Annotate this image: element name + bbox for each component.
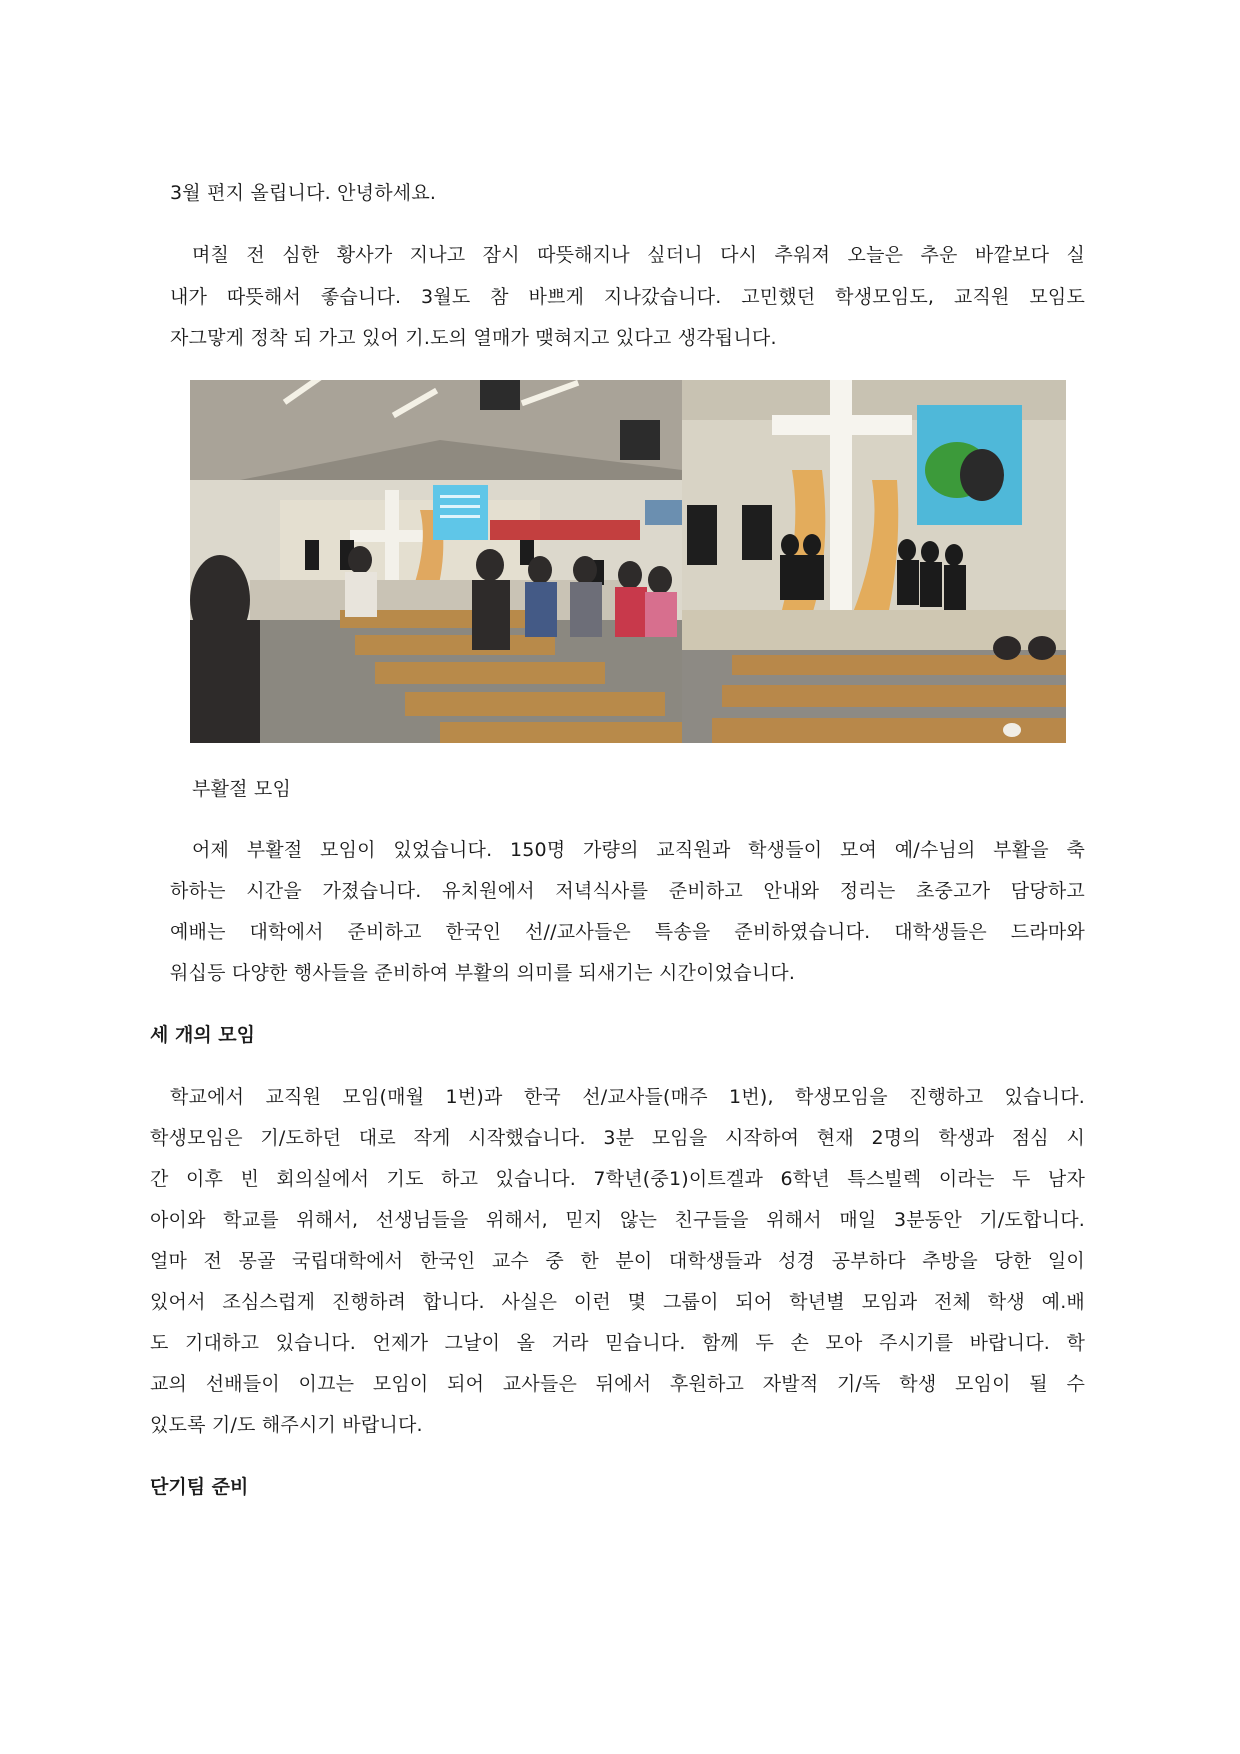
meetings-line-8: 교의 선배들이 이끄는 모임이 되어 교사들은 뒤에서 후원하고 자발적 기/독 학생 모임이 될 수 bbox=[150, 1373, 1085, 1395]
section-heading-short-term-team: 단기팀 준비 bbox=[150, 1476, 249, 1498]
easter-photo-left bbox=[190, 380, 682, 743]
meetings-line-7: 도 기대하고 있습니다. 언제가 그날이 올 거라 믿습니다. 함께 두 손 모아 주시기를 바랍니다. 학 bbox=[150, 1332, 1085, 1354]
meetings-line-1: 학교에서 교직원 모임(매월 1번)과 한국 선/교사들(매주 1번), 학생모임을 진행하고 있습니다. bbox=[170, 1086, 1085, 1108]
meetings-line-3: 간 이후 빈 회의실에서 기도 하고 있습니다. 7학년(중1)이트겔과 6학년 특스빌렉 이라는 두 남자 bbox=[150, 1168, 1085, 1190]
intro-line-1: 며칠 전 심한 황사가 지나고 잠시 따뜻해지나 싶더니 다시 추워져 오늘은 추운 바깥보다 실 bbox=[192, 244, 1085, 266]
meetings-line-6: 있어서 조심스럽게 진행하려 합니다. 사실은 이런 몇 그룹이 되어 학년별 모임과 전체 학생 예.배 bbox=[150, 1291, 1085, 1313]
meetings-line-4: 아이와 학교를 위해서, 선생님들을 위해서, 믿지 않는 친구들을 위해서 매일 3분동안 기/도합니다. bbox=[150, 1209, 1085, 1231]
easter-photo-right bbox=[682, 380, 1066, 743]
meetings-line-2: 학생모임은 기/도하던 대로 작게 시작했습니다. 3분 모임을 시작하여 현재 2명의 학생과 점심 시 bbox=[150, 1127, 1085, 1149]
easter-line-4: 워십등 다양한 행사들을 준비하여 부활의 의미를 되새기는 시간이었습니다. bbox=[170, 962, 796, 984]
meetings-line-9: 있도록 기/도 해주시기 바랍니다. bbox=[150, 1414, 423, 1436]
easter-line-3: 예배는 대학에서 준비하고 한국인 선//교사들은 특송을 준비하였습니다. 대학생들은 드라마와 bbox=[170, 921, 1085, 943]
meetings-line-5: 얼마 전 몽골 국립대학에서 한국인 교수 중 한 분이 대학생들과 성경 공부하다 추방을 당한 일이 bbox=[150, 1250, 1085, 1272]
intro-line-3: 자그맣게 정착 되 가고 있어 기.도의 열매가 맺혀지고 있다고 생각됩니다. bbox=[170, 327, 777, 349]
intro-line-2: 내가 따뜻해서 좋습니다. 3월도 참 바쁘게 지나갔습니다. 고민했던 학생모임도, 교직원 모임도 bbox=[170, 286, 1085, 308]
easter-line-2: 하하는 시간을 가졌습니다. 유치원에서 저녁식사를 준비하고 안내와 정리는 초중고가 담당하고 bbox=[170, 880, 1085, 902]
easter-line-1: 어제 부활절 모임이 있었습니다. 150명 가량의 교직원과 학생들이 모여 예/수님의 부활을 축 bbox=[192, 839, 1085, 861]
greeting: 3월 편지 올립니다. 안녕하세요. bbox=[170, 182, 437, 204]
photo-caption: 부활절 모임 bbox=[192, 778, 292, 800]
section-heading-three-meetings: 세 개의 모임 bbox=[150, 1024, 255, 1046]
